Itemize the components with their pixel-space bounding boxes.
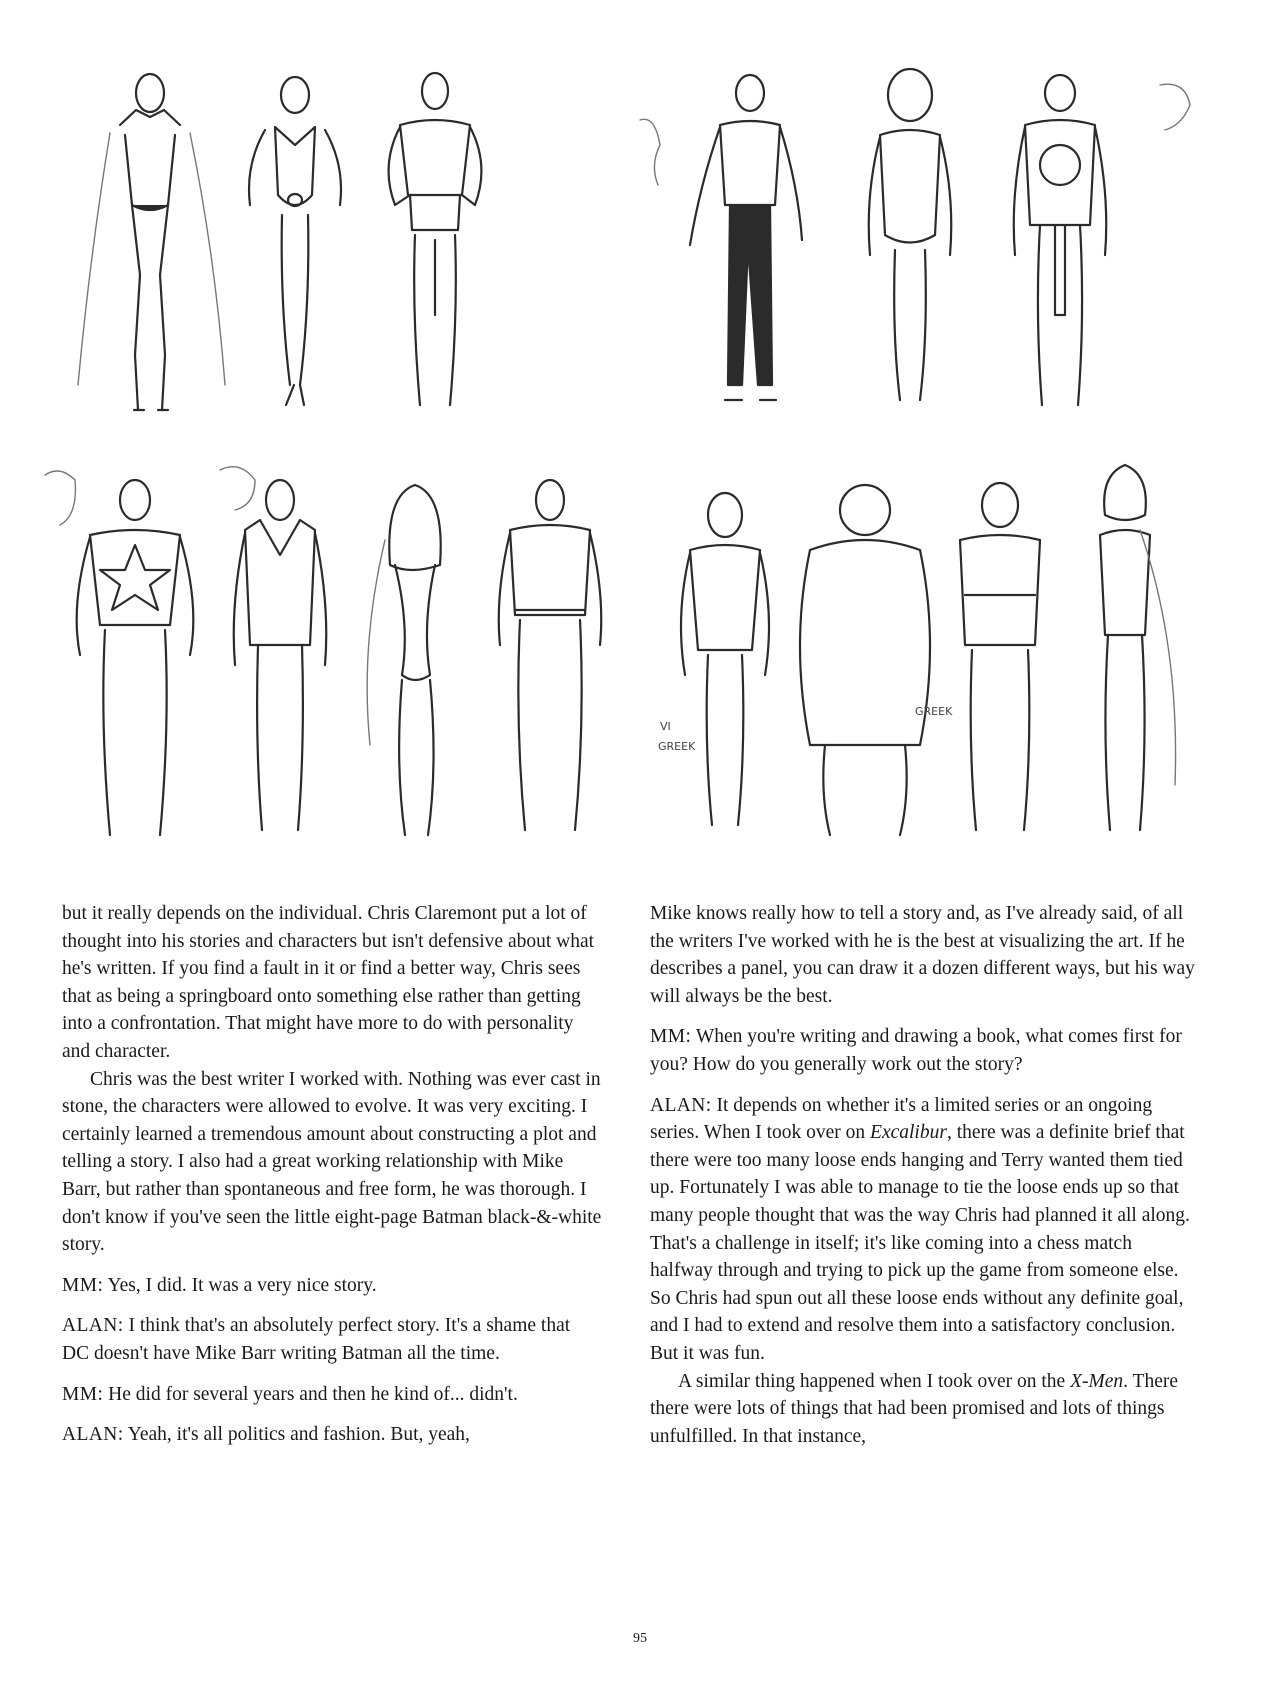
right-text-column — [650, 900, 1198, 1463]
sketch-note-greek: GREEK — [658, 740, 696, 753]
sketch-figure — [499, 480, 602, 830]
interview-exchange — [650, 1023, 1198, 1078]
speech: . There there were lots of things that had been promised and lots of things unfulfilled. In that instance, — [650, 1370, 1179, 1447]
speech: A similar thing happened when I took over on the — [678, 1370, 1071, 1392]
speaker-label: ALAN: — [650, 1094, 712, 1116]
speech: It depends on whether it's a limited series or an ongoing series. When I took over on — [650, 1094, 1153, 1144]
sketch-figure — [78, 74, 225, 410]
interview-exchange — [650, 1092, 1198, 1368]
sketch-sheet-bottom-left — [30, 445, 620, 865]
paragraph: Mike knows really how to tell a story and, as I've already said, of all the writers I've worked with he is the best at visualizing the art. If he describes a panel, you can draw it a dozen different ways, but his way will always be the best. — [650, 903, 1195, 1007]
sketch-figure — [1100, 465, 1176, 830]
sketch-figure — [1014, 75, 1107, 405]
sketch-figure — [389, 73, 482, 405]
sketch-figure — [869, 69, 952, 400]
speaker-label: MM: — [62, 1383, 104, 1405]
speech: When you're writing and drawing a book, what comes first for you? How do you generally work out the story? — [650, 1026, 1182, 1075]
speaker-label: MM: — [650, 1026, 692, 1048]
paragraph: Chris was the best writer I worked with. Nothing was ever cast in stone, the characters were allowed to evolve. It was very exciting. I certainly learned a tremendous amount about constructing a plot and telling a story. I also had a great working relationship with Mike Barr, but rather than spontaneous and free form, he was thorough. I don't know if you've seen the little eight-page Batman black-&-white story. — [62, 1068, 602, 1256]
sketch-figure — [800, 485, 930, 835]
paragraph: but it really depends on the individual. Chris Claremont put a lot of thought into his stories and characters but isn't defensive about what he's written. If you find a fault in it or find a better way, Chris sees that as being a springboard onto something else rather than getting into a confrontation. That might have more to do with personality and character. — [62, 903, 595, 1062]
page-number: 95 — [633, 1631, 647, 1646]
speech: Yes, I did. It was a very nice story. — [107, 1274, 377, 1296]
speech: I think that's an absolutely perfect story. It's a shame that DC doesn't have Mike Barr writing Batman all the time. — [62, 1315, 571, 1364]
book-title: Excalibur — [870, 1122, 947, 1144]
sketch-sheet-top-left — [50, 55, 610, 430]
sketch-sheet-bottom-right — [640, 445, 1210, 865]
speech: Yeah, it's all politics and fashion. But, yeah, — [127, 1424, 470, 1446]
book-title: X-Men — [1070, 1370, 1124, 1392]
sketch-figure — [234, 480, 327, 830]
sketch-figure — [77, 480, 194, 835]
sketch-note-vi: VI — [660, 720, 671, 733]
sketch-figure — [367, 485, 441, 835]
speaker-label: MM: — [62, 1274, 104, 1296]
sketch-sheet-top-right — [630, 55, 1200, 430]
sketch-figure — [690, 75, 802, 400]
speech: He did for several years and then he kind of... didn't. — [108, 1383, 518, 1405]
interview-exchange — [62, 1272, 602, 1300]
speech: , there was a definite brief that there were too many loose ends hanging and Terry wanted them tied up. Fortunately I was able to manage to tie the loose ends up so that many people thought that was the way Chris had planned it all along. That's a challenge in itself; it's like coming into a chess match halfway through and trying to pick up the game from someone else. So Chris had spun out all these loose ends without any definite goal, and I had to extend and resolve them into a satisfactory conclusion. But it was fun. — [650, 1122, 1190, 1364]
interview-exchange — [62, 1381, 602, 1409]
sketch-figure — [960, 483, 1040, 830]
sketch-figure — [681, 493, 769, 825]
speaker-label: ALAN: — [62, 1424, 124, 1446]
left-text-column — [62, 900, 602, 1462]
paragraph — [650, 1368, 1198, 1451]
speaker-label: ALAN: — [62, 1315, 124, 1337]
interview-exchange — [62, 1421, 602, 1449]
sketch-note-greek: GREEK — [915, 705, 953, 718]
sketch-figure — [249, 77, 341, 405]
interview-exchange — [62, 1312, 602, 1367]
